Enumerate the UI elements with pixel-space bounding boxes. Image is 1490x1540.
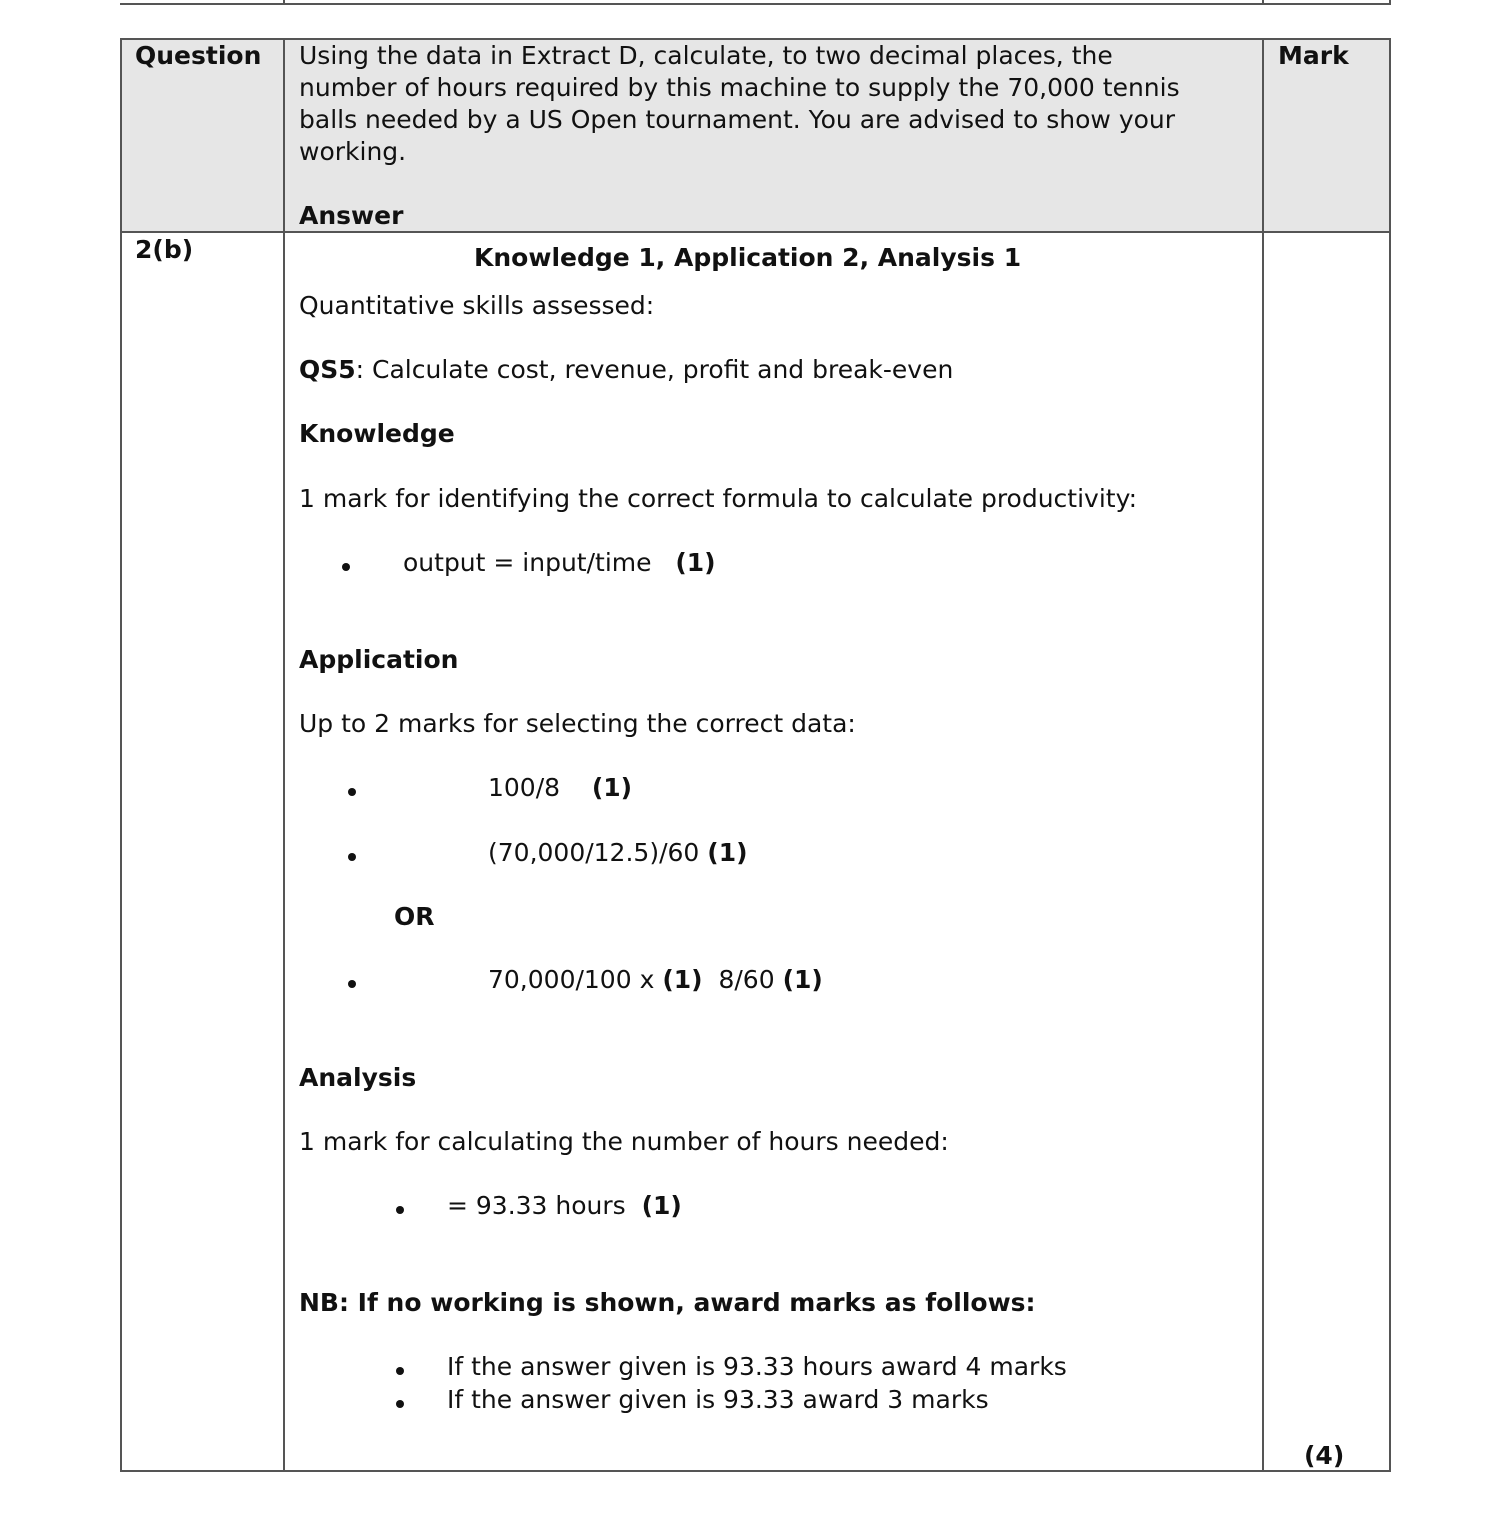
- answer-label: Answer: [299, 201, 404, 230]
- nb-note: NB: If no working is shown, award marks as follows:: [299, 1288, 1036, 1317]
- table-column-divider: [1262, 38, 1264, 1472]
- or-label: OR: [394, 902, 435, 931]
- analysis-text: 1 mark for calculating the number of hours needed:: [299, 1127, 949, 1156]
- total-mark: (4): [1304, 1441, 1345, 1470]
- question-text-line: balls needed by a US Open tournament. You are advised to show your: [299, 105, 1176, 134]
- table-column-divider: [283, 38, 285, 1472]
- bullet: [396, 1206, 404, 1214]
- analysis-item: [447, 1190, 682, 1222]
- question-text-line: working.: [299, 137, 407, 166]
- prev-table-divider: [1389, 0, 1391, 5]
- app-value: 100/8: [488, 773, 561, 802]
- mark-indicator: (1): [782, 965, 823, 994]
- application-title: Application: [299, 645, 459, 674]
- table-border-bottom: [120, 1470, 1391, 1472]
- bullet: [348, 788, 356, 796]
- qs-description: : Calculate cost, revenue, profit and break-even: [355, 355, 954, 384]
- app-value: 70,000/100 x: [488, 965, 655, 994]
- application-item: [488, 837, 748, 869]
- qs-line: [299, 354, 953, 386]
- knowledge-text: 1 mark for identifying the correct formula to calculate productivity:: [299, 484, 1137, 513]
- assessment-heading: Knowledge 1, Application 2, Analysis 1: [474, 243, 1022, 272]
- bullet: [342, 563, 350, 571]
- application-text: Up to 2 marks for selecting the correct data:: [299, 709, 856, 738]
- analysis-result: = 93.33 hours: [447, 1191, 626, 1220]
- table-border-right: [1389, 38, 1391, 1472]
- knowledge-title: Knowledge: [299, 419, 455, 448]
- question-column-header: Question: [135, 41, 262, 70]
- qs-code: QS5: [299, 355, 356, 384]
- prev-table-divider: [283, 0, 285, 5]
- knowledge-formula: output = input/time: [403, 548, 652, 577]
- question-number: 2(b): [135, 235, 194, 264]
- mark-indicator: (1): [641, 1191, 682, 1220]
- question-text-line: number of hours required by this machine to supply the 70,000 tennis: [299, 73, 1180, 102]
- mark-indicator: (1): [591, 773, 633, 802]
- application-item: [488, 964, 823, 996]
- app-value: (70,000/12.5)/60: [488, 838, 700, 867]
- mark-column-header: Mark: [1278, 41, 1349, 70]
- app-value: 8/60: [718, 965, 775, 994]
- bullet: [348, 853, 356, 861]
- knowledge-item: [403, 547, 716, 579]
- mark-indicator: (1): [662, 965, 703, 994]
- prev-table-bottom-border: [120, 3, 1391, 5]
- application-item: [488, 772, 632, 804]
- analysis-title: Analysis: [299, 1063, 417, 1092]
- nb-item: If the answer given is 93.33 hours award 4 marks: [447, 1352, 1067, 1381]
- question-text-line: Using the data in Extract D, calculate, to two decimal places, the: [299, 41, 1113, 70]
- mark-indicator: (1): [675, 548, 716, 577]
- table-border-left: [120, 38, 122, 1472]
- bullet: [396, 1367, 404, 1375]
- bullet: [396, 1400, 404, 1408]
- nb-item: If the answer given is 93.33 award 3 marks: [447, 1385, 989, 1414]
- prev-table-divider: [1262, 0, 1264, 5]
- qs-intro: Quantitative skills assessed:: [299, 291, 655, 320]
- bullet: [348, 980, 356, 988]
- mark-indicator: (1): [707, 838, 748, 867]
